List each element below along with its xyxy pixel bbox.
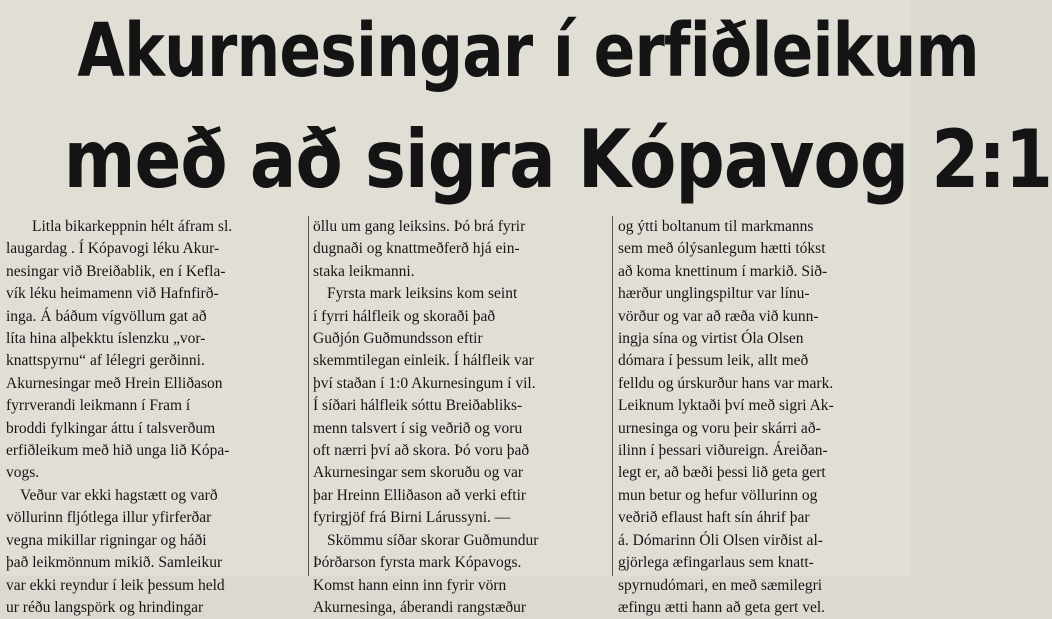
text-line: dómara í þessum leik, allt með (618, 352, 809, 370)
text-line: spyrnudómari, en með sæmilegri (618, 576, 823, 594)
text-line: Leiknum lyktaði því með sigri Ak- (618, 397, 834, 415)
text-line: broddi fylkingar áttu í talsverðum (6, 419, 216, 437)
text-line: vogs. (6, 464, 40, 482)
text-line: á. Dómarinn Óli Olsen virðist al- (618, 531, 823, 549)
text-line: oft nærri því að skora. Þó voru það (313, 442, 530, 460)
text-line: því staðan í 1:0 Akurnesingum í vil. (313, 374, 536, 392)
text-line: Akurnesingar með Hrein Elliðason (6, 374, 223, 392)
column-divider (612, 216, 613, 576)
text-line: völlurinn fljótlega illur yfirferðar (6, 509, 212, 527)
text-line: staka leikmanni. (313, 262, 415, 280)
text-line: sem með ólýsanlegum hætti tókst (618, 240, 826, 258)
text-line: laugardag . Í Kópavogi léku Akur- (6, 240, 220, 258)
text-line: vík léku heimamenn við Hafnfirð- (6, 285, 219, 303)
text-line: dugnaði og knattmeðferð hjá ein- (313, 240, 520, 258)
text-line: líta hina alþekktu íslenzku „vor- (6, 330, 206, 348)
text-line: knattspyrnu“ af lélegri gerðinni. (6, 352, 205, 370)
text-line: gjörlega æfingarlaus sem knatt- (618, 554, 814, 572)
text-line: vörður og var að ræða við kunn- (618, 307, 819, 325)
text-line: ur réðu langspörk og hrindingar (6, 598, 204, 616)
headline-line-2: með að sigra Kópavog 2:1 (63, 113, 1052, 206)
text-line: öllu um gang leiksins. Þó brá fyrir (313, 218, 526, 235)
text-line: að koma knettinum í markið. Sið- (618, 262, 828, 280)
text-line: það leikmönnum mikið. Samleikur (6, 554, 223, 572)
text-line: erfiðleikum með hið unga lið Kópa- (6, 442, 230, 460)
text-line: mun betur og hefur völlurinn og (618, 486, 818, 504)
article-column-1 (6, 216, 301, 616)
text-line: og ýtti boltanum til markmanns (618, 218, 814, 235)
text-line: Fyrsta mark leiksins kom seint (327, 285, 518, 303)
text-line: Litla bikarkeppnin hélt áfram sl. (32, 218, 233, 235)
text-line: vegna mikillar rigningar og háði (6, 531, 207, 549)
text-line: var ekki reyndur í leik þessum held (6, 576, 225, 594)
text-line: fyrrverandi leikmann í Fram í (6, 397, 191, 415)
text-line: Guðjón Guðmundsson eftir (313, 330, 483, 348)
text-line: urnesinga og voru þeir skárri að- (618, 419, 821, 437)
text-line: veðrið eflaust haft sín áhrif þar (618, 509, 810, 527)
text-line: hærður unglingspiltur var línu- (618, 285, 810, 303)
column-divider (308, 216, 309, 576)
text-line: Akurnesinga, áberandi rangstæður (313, 598, 527, 616)
text-line: æfingu ætti hann að geta gert vel. (618, 598, 826, 616)
text-line: Þórðarson fyrsta mark Kópavogs. (313, 554, 522, 572)
text-line: ingja sína og virtist Óla Olsen (618, 330, 804, 348)
text-line: legt er, að bæði þessi lið geta gert (618, 464, 826, 482)
text-line: Komst hann einn inn fyrir vörn (313, 576, 507, 594)
article-column-2 (313, 216, 604, 616)
text-line: felldu og úrskurður hans var mark. (618, 374, 834, 392)
text-line: ilinn í þessari viðureign. Áreiðan- (618, 442, 828, 460)
headline-line-1: Akurnesingar í erfiðleikum (77, 8, 979, 94)
text-line: í fyrri hálfleik og skoraði það (313, 307, 496, 325)
article-column-3 (618, 216, 907, 616)
text-line: Skömmu síðar skorar Guðmundur (327, 531, 539, 549)
text-line: fyrirgjöf frá Birni Lárussyni. — (313, 509, 511, 527)
text-line: nesingar við Breiðablik, en í Kefla- (6, 262, 226, 280)
text-line: þar Hreinn Elliðason að verki eftir (313, 486, 527, 504)
text-line: menn talsvert í sig veðrið og voru (313, 419, 523, 437)
text-line: skemmtilegan einleik. Í hálfleik var (313, 352, 534, 370)
text-line: Veður var ekki hagstætt og varð (20, 486, 218, 504)
text-line: Í síðari hálfleik sóttu Breiðabliks- (313, 397, 523, 415)
text-line: Akurnesingar sem skoruðu og var (313, 464, 524, 482)
text-line: inga. Á báðum vígvöllum gat að (6, 307, 207, 325)
